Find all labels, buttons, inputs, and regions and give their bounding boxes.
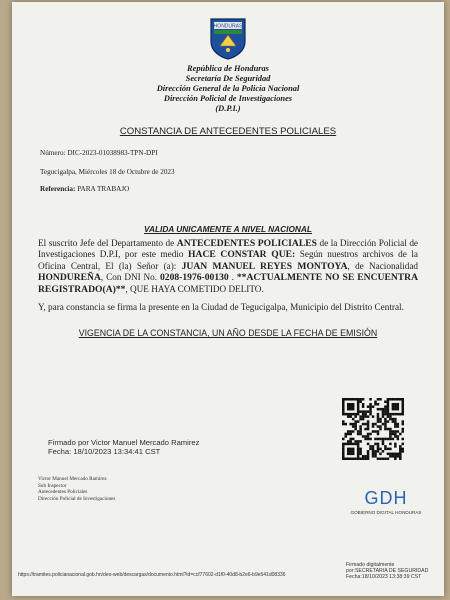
validez-notice: VALIDA UNICAMENTE A NIVEL NACIONAL — [144, 224, 312, 234]
body-text: . — [228, 272, 237, 283]
digital-stamp — [346, 562, 428, 581]
gdh-subtitle: GOBIERNO DIGITAL HONDURAS — [350, 510, 422, 515]
police-emblem-icon — [208, 16, 248, 60]
dni-number: 0208-1976-00130 — [159, 272, 229, 284]
emblem-text: HONDURAS — [213, 23, 243, 30]
department-name: ANTECEDENTES POLICIALES — [176, 238, 317, 249]
signatory-division: Dirección Policial de Investigaciones — [38, 495, 116, 502]
numero-label: Número: — [40, 149, 66, 157]
header-line-2: Secretaría De Seguridad — [185, 74, 271, 83]
body-text: El suscrito Jefe del Departamento de — [38, 238, 177, 248]
firma-fecha: Fecha: 18/10/2023 13:34:41 CST — [48, 447, 161, 457]
header-line-4: Dirección Policial de Investigaciones — [163, 94, 293, 103]
signatory-info — [38, 476, 115, 502]
body-paragraph-1 — [38, 238, 418, 295]
body-text: Según nuestros archivos de la Oficina Central, El (la) Señor (a): — [38, 249, 418, 271]
header-line-1: República de Honduras — [187, 64, 269, 73]
header-line-3: Dirección General de la Policía Nacional — [156, 84, 300, 93]
gdh-logo-icon — [348, 484, 424, 510]
body-text: de la Dirección Policial de Investigaciones D.P.I, por este medio — [38, 238, 418, 260]
stamp-line-2: por:SECRETARIA DE SEGURIDAD — [346, 568, 429, 575]
signatory-rank: Sub Inspector — [38, 482, 67, 489]
header-line-5: (D.P.I.) — [215, 104, 241, 113]
gdh-logo-text: GDH — [364, 488, 408, 508]
signatory-name: Victor Manuel Mercado Ramirez — [38, 476, 107, 482]
stamp-line-3: Fecha:18/10/2023 13:38:39 CST — [346, 574, 422, 581]
body-paragraph-2: Y, para constancia se firma la presente en la Ciudad de Tegucigalpa, Municipio del Distrito Central. — [38, 302, 404, 312]
body-text: , de Nacionalidad — [347, 260, 419, 271]
stamp-line-1: Firmado digitalmente — [346, 562, 395, 568]
signatory-department: Antecedentes Policiales — [38, 489, 88, 496]
numero-value: DIC-2023-01038983-TPN-DPI — [67, 149, 158, 157]
body-text: , QUE HAYA COMETIDO DELITO. — [125, 283, 264, 294]
document-title: CONSTANCIA DE ANTECEDENTES POLICIALES — [119, 126, 337, 137]
person-name: JUAN MANUEL REYES MONTOYA — [181, 260, 348, 272]
referencia-label: Referencia: — [40, 185, 76, 193]
record-status: **ACTUALMENTE NO SE ENCUENTRA REGISTRADO(A)** — [38, 272, 419, 295]
referencia-row — [40, 185, 129, 193]
body-text: , Con DNI No. — [100, 272, 160, 283]
numero-row — [40, 149, 158, 157]
document-page — [12, 2, 444, 596]
firmado-por: Firmado por Victor Manuel Mercado Ramirez — [48, 438, 200, 447]
referencia-value: PARA TRABAJO — [77, 185, 130, 193]
document-url[interactable]: https://tramites.policianacional.gob.hn/deo-web/descargas/documento.html?id=ccf77602-d1f0-40d8-b2e6-b9e541d08336 — [18, 572, 286, 578]
nationality: HONDUREÑA — [38, 272, 101, 284]
vigencia-notice: VIGENCIA DE LA CONSTANCIA, UN AÑO DESDE LA FECHA DE EMISIÓN — [78, 328, 378, 338]
hace-constar: HACE CONSTAR QUE: — [188, 249, 296, 261]
qr-code-icon — [342, 398, 404, 460]
fecha-text: Tegucigalpa, Miércoles 18 de Octubre de 2023 — [40, 168, 175, 176]
digital-signature-block — [48, 438, 199, 457]
gdh-logo — [348, 484, 424, 530]
